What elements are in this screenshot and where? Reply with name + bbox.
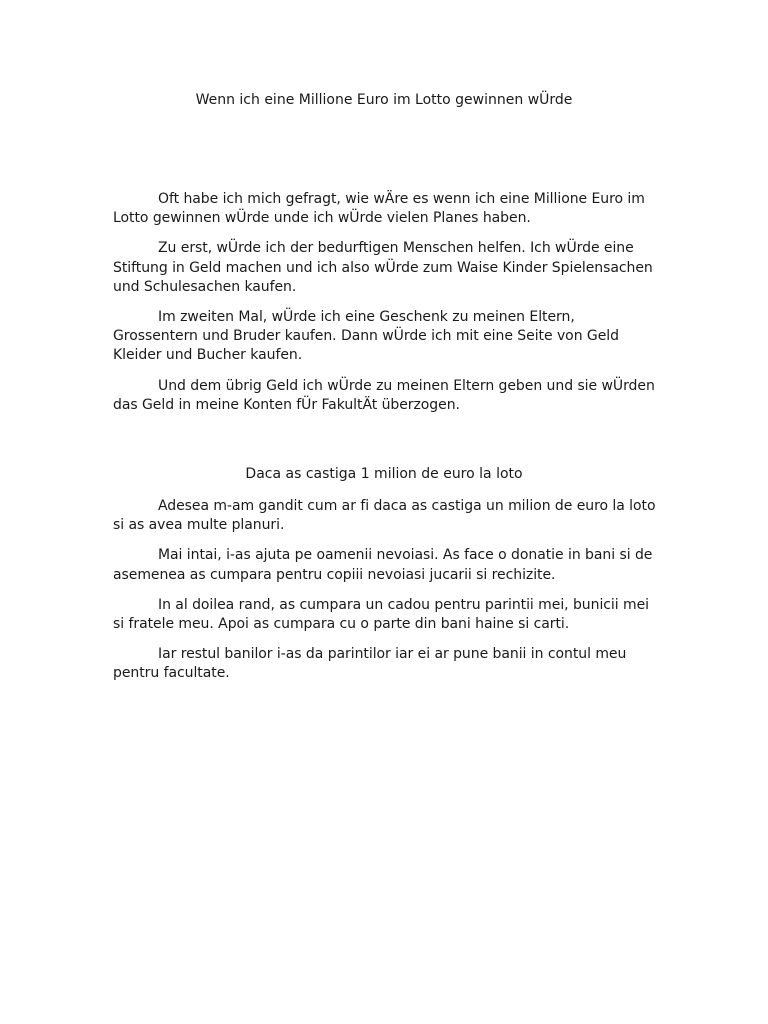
german-essay-body xyxy=(113,190,658,426)
romanian-paragraph-3: In al doilea rand, as cumpara un cadou pentru parintii mei, bunicii mei si fratele meu. Apoi as cumpara cu o parte din bani haine si carti. xyxy=(113,596,649,633)
romanian-essay-title: Daca as castiga 1 milion de euro la loto xyxy=(245,466,523,482)
german-paragraph-4: Und dem übrig Geld ich wÜrde zu meinen Eltern geben und sie wÜrden das Geld in meine Konten fÜr FakultÄt überzogen. xyxy=(113,377,655,413)
german-paragraph-1: Oft habe ich mich gefragt, wie wÄre es wenn ich eine Millione Euro im Lotto gewinnen wÜrde unde ich wÜrde vielen Planes haben. xyxy=(113,191,645,227)
romanian-paragraph-2: Mai intai, i-as ajuta pe oamenii nevoiasi. As face o donatie in bani si de asemenea as cumpara pentru copiii nevoiasi jucarii si rechizite. xyxy=(113,547,653,583)
german-paragraph-3: Im zweiten Mal, wÜrde ich eine Geschenk zu meinen Eltern, Grossentern und Bruder kaufen. Dann wÜrde ich mit eine Seite von Geld Kleider und Bucher kaufen. xyxy=(113,309,619,364)
romanian-paragraph-4: Iar restul banilor i-as da parintilor iar ei ar pune banii in contul meu pentru facultate. xyxy=(113,646,627,682)
romanian-essay-body xyxy=(113,497,658,695)
german-essay-title: Wenn ich eine Millione Euro im Lotto gewinnen wÜrde xyxy=(195,92,573,108)
romanian-paragraph-1: Adesea m-am gandit cum ar fi daca as castiga un milion de euro la loto si as avea multe planuri. xyxy=(113,498,656,534)
german-paragraph-2: Zu erst, wÜrde ich der bedurftigen Menschen helfen. Ich wÜrde eine Stiftung in Geld machen und ich also wÜrde zum Waise Kinder Spielensachen und Schulesachen kaufen. xyxy=(113,240,653,295)
